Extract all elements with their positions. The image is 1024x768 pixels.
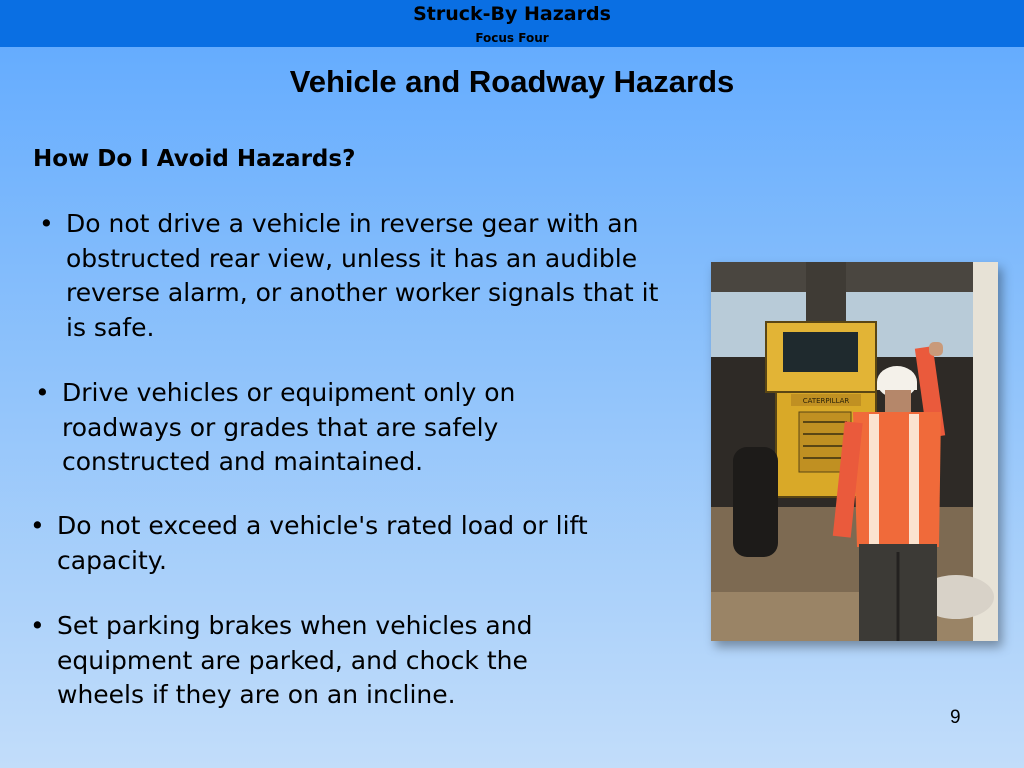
photo-illustration [711, 262, 998, 641]
header-banner [0, 0, 1024, 47]
bullet-item [30, 509, 657, 578]
worker-signaling-photo [711, 262, 998, 641]
header-subtitle: Focus Four [475, 31, 549, 45]
bullet-item [35, 376, 582, 480]
safety-vest [853, 412, 941, 547]
header-title: Struck-By Hazards [413, 3, 611, 25]
bullet-icon: • [30, 511, 45, 540]
bullet-item [39, 207, 686, 345]
vehicle-brand-label: CATERPILLAR [802, 397, 850, 405]
page-number: 9 [950, 707, 961, 728]
bullet-text: Do not exceed a vehicle's rated load or lift capacity. [57, 511, 588, 575]
bullet-icon: • [35, 378, 50, 407]
bullet-icon: • [30, 611, 45, 640]
bullet-icon: • [39, 209, 54, 238]
bullet-text: Do not drive a vehicle in reverse gear with an obstructed rear view, unless it has an audible reverse alarm, or another worker signals that it is safe. [66, 209, 659, 342]
photo-overhang [711, 262, 998, 292]
bullet-text: Drive vehicles or equipment only on roadways or grades that are safely constructed and maintained. [62, 378, 516, 476]
vehicle-tire [733, 447, 778, 557]
section-heading: How Do I Avoid Hazards? [33, 146, 356, 172]
slide-title: Vehicle and Roadway Hazards [289, 64, 735, 99]
bullet-text: Set parking brakes when vehicles and equipment are parked, and chock the wheels if they are on an incline. [57, 611, 533, 709]
bullet-item [30, 609, 597, 713]
